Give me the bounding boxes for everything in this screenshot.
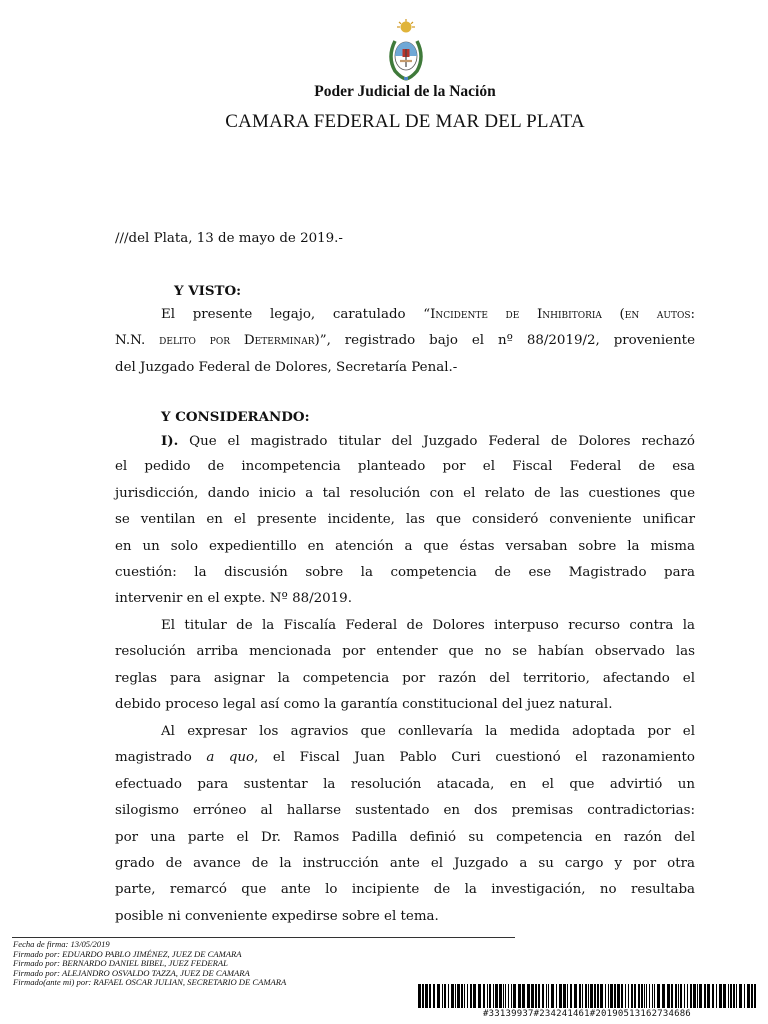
- p3-line-5: por una parte el Dr. Ramos Padilla definió su competencia en razón del: [115, 829, 695, 845]
- section-marker: I).: [161, 433, 179, 449]
- p3-line-7: parte, remarcó que ante lo incipiente de la investigación, no resultaba: [115, 882, 695, 898]
- p3-line-2: magistrado a quo, el Fiscal Juan Pablo Curi cuestionó el razonamiento: [115, 750, 695, 766]
- signature-line: Firmado por: EDUARDO PABLO JIMÉNEZ, JUEZ DE CAMARA: [13, 948, 242, 959]
- considerando-heading: Y CONSIDERANDO:: [161, 409, 310, 425]
- visto-line-2: N.N. delito por Determinar)”, registrado bajo el nº 88/2019/2, proveniente: [115, 333, 695, 349]
- visto-line-1: El presente legajo, caratulado “Incidente de Inhibitoria (en autos:: [161, 307, 695, 322]
- coat-of-arms-seal: [381, 19, 431, 81]
- date-line: ///del Plata, 13 de mayo de 2019.-: [115, 231, 343, 246]
- p3-line-4: silogismo erróneo al hallarse sustentado en dos premisas contradictorias:: [115, 803, 695, 819]
- p2-line-1: El titular de la Fiscalía Federal de Dolores interpuso recurso contra la: [161, 618, 695, 633]
- institution-title: Poder Judicial de la Nación: [314, 83, 496, 100]
- p3-line-6: grado de avance de la instrucción ante el Juzgado a su cargo y por otra: [115, 855, 695, 871]
- barcode-number: #33139937#234241461#20190513162734686: [483, 1009, 691, 1019]
- p3-line-1: Al expresar los agravios que conllevaría la medida adoptada por el: [161, 724, 695, 739]
- signature-line: Firmado por: BERNARDO DANIEL BIBEL, JUEZ FEDERAL: [13, 958, 228, 969]
- visto-heading: Y VISTO:: [174, 283, 242, 299]
- p1-line-5: en un solo expedientillo en atención a que éstas versaban sobre la misma: [115, 538, 695, 554]
- sun-icon: [397, 19, 415, 33]
- p1-line-6: cuestión: la discusión sobre la competencia de ese Magistrado para: [115, 564, 695, 580]
- visto-paragraph: [115, 302, 695, 381]
- p2-line-3: reglas para asignar la competencia por razón del territorio, afectando el: [115, 670, 695, 686]
- visto-line-3: del Juzgado Federal de Dolores, Secretaría Penal.-: [115, 359, 458, 375]
- p3-line-8: posible ni conveniente expedirse sobre el tema.: [115, 908, 439, 924]
- court-title: CAMARA FEDERAL DE MAR DEL PLATA: [225, 111, 585, 132]
- p1-line-3: jurisdicción, dando inicio a tal resolución con el relato de las cuestiones que: [115, 485, 695, 501]
- p2-line-2: resolución arriba mencionada por entender que no se habían observado las: [115, 644, 695, 660]
- barcode-image: [418, 984, 756, 1008]
- signature-line: Firmado(ante mi) por: RAFAEL OSCAR JULIAN, SECRETARIO DE CAMARA: [13, 977, 287, 988]
- signature-date: Fecha de firma: 13/05/2019: [13, 939, 110, 949]
- p2-line-4: debido proceso legal así como la garantía constitucional del juez natural.: [115, 697, 613, 713]
- p1-line-2: el pedido de incompetencia planteado por el Fiscal Federal de esa: [115, 459, 695, 475]
- p3-line-3: efectuado para sustentar la resolución atacada, en el que advirtió un: [115, 776, 695, 792]
- signature-divider: [12, 937, 515, 938]
- signature-block: [13, 940, 286, 988]
- considerando-paragraph-1: [115, 428, 695, 613]
- p1-line-7: intervenir en el expte. Nº 88/2019.: [115, 591, 352, 607]
- p1-line-1: I). Que el magistrado titular del Juzgado Federal de Dolores rechazó: [161, 433, 695, 449]
- considerando-paragraph-2: [115, 613, 695, 719]
- p1-line-4: se ventilan en el presente incidente, las que consideró conveniente unificar: [115, 512, 695, 528]
- signature-line: Firmado por: ALEJANDRO OSVALDO TAZZA, JUEZ DE CAMARA: [13, 967, 250, 978]
- considerando-paragraph-3: [115, 719, 695, 930]
